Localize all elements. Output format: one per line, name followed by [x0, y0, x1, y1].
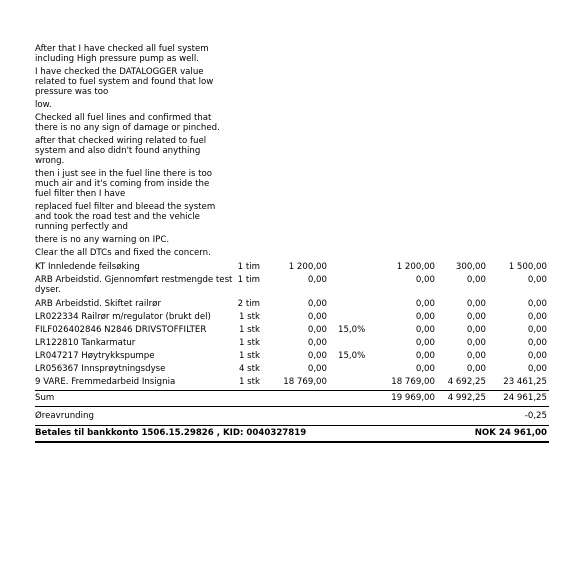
line-vat: 4 692,25 [447, 377, 486, 387]
rounding-label: Øreavrunding [35, 411, 94, 421]
note-line: low. [35, 100, 52, 110]
line-total: 0,00 [527, 364, 547, 374]
table-row [35, 377, 549, 390]
rounding-value: -0,25 [524, 411, 547, 421]
line-quantity: 1 tim [237, 262, 260, 272]
line-quantity: 4 stk [238, 364, 260, 374]
line-total: 0,00 [527, 325, 547, 335]
line-unit-price: 1 200,00 [288, 262, 327, 272]
line-description: LR122810 Tankarmatur [35, 338, 136, 348]
sum-row [35, 390, 549, 407]
line-net: 1 200,00 [396, 262, 435, 272]
amount-due: NOK 24 961,00 [474, 428, 547, 438]
note-line: replaced fuel filter and bleead the system and took the road test and the vehicle running perfectly and [35, 202, 216, 232]
notes-section [35, 44, 225, 261]
note-line: Checked all fuel lines and confirmed that there is no any sign of damage or pinched. [35, 113, 220, 133]
line-net: 18 769,00 [391, 377, 435, 387]
sum-total: 24 961,25 [503, 393, 547, 403]
line-unit-price: 0,00 [307, 299, 327, 309]
line-total: 0,00 [527, 299, 547, 309]
table-row [35, 364, 549, 377]
line-total: 23 461,25 [503, 377, 547, 387]
line-net: 0,00 [415, 325, 435, 335]
line-unit-price: 0,00 [307, 364, 327, 374]
line-discount: 15,0% [338, 325, 366, 335]
table-row [35, 275, 549, 299]
line-quantity: 1 stk [238, 351, 260, 361]
line-vat: 0,00 [466, 275, 486, 285]
line-vat: 300,00 [455, 262, 486, 272]
line-discount: 15,0% [338, 351, 366, 361]
payment-instructions: Betales til bankkonto 1506.15.29826 , KID: 0040327819 [35, 428, 307, 438]
note-line: then i just see in the fuel line there is too much air and it's coming from inside the fuel filter then I have [35, 169, 213, 199]
line-unit-price: 0,00 [307, 275, 327, 285]
line-description: ARB Arbeidstid. Skiftet railrør [35, 299, 161, 309]
table-row [35, 338, 549, 351]
line-description: 9 VARE. Fremmedarbeid Insignia [35, 377, 176, 387]
line-quantity: 1 tim [237, 275, 260, 285]
note-line: After that I have checked all fuel system including High pressure pump as well. [35, 44, 209, 64]
table-row [35, 312, 549, 325]
line-vat: 0,00 [466, 325, 486, 335]
line-net: 0,00 [415, 351, 435, 361]
note-line: I have checked the DATALOGGER value related to fuel system and found that low pressure was too [35, 67, 214, 97]
line-net: 0,00 [415, 338, 435, 348]
line-description: LR022334 Railrør m/regulator (brukt del) [35, 312, 211, 322]
table-row [35, 262, 549, 275]
line-unit-price: 0,00 [307, 312, 327, 322]
line-quantity: 1 stk [238, 377, 260, 387]
table-row [35, 299, 549, 312]
line-description: KT Innledende feilsøking [35, 262, 140, 272]
line-unit-price: 0,00 [307, 338, 327, 348]
line-total: 0,00 [527, 275, 547, 285]
line-vat: 0,00 [466, 299, 486, 309]
rounding-row [35, 411, 549, 425]
line-quantity: 2 tim [237, 299, 260, 309]
line-net: 0,00 [415, 312, 435, 322]
payment-row [35, 425, 549, 443]
line-description: ARB Arbeidstid. Gjennomført restmengde test dyser. [35, 275, 233, 295]
line-unit-price: 18 769,00 [283, 377, 327, 387]
note-line: there is no any warning on IPC. [35, 235, 170, 245]
table-row [35, 351, 549, 364]
line-quantity: 1 stk [238, 325, 260, 335]
note-line: after that checked wiring related to fuel system and also didn't found anything wrong. [35, 136, 207, 166]
line-quantity: 1 stk [238, 338, 260, 348]
line-total: 0,00 [527, 351, 547, 361]
line-net: 0,00 [415, 299, 435, 309]
line-total: 0,00 [527, 338, 547, 348]
sum-label: Sum [35, 393, 55, 403]
line-description: FILF026402846 N2846 DRIVSTOFFILTER [35, 325, 207, 335]
line-vat: 0,00 [466, 312, 486, 322]
line-description: LR056367 Innsprøytningsdyse [35, 364, 166, 374]
line-quantity: 1 stk [238, 312, 260, 322]
line-vat: 0,00 [466, 338, 486, 348]
line-total: 0,00 [527, 312, 547, 322]
line-vat: 0,00 [466, 364, 486, 374]
table-row [35, 325, 549, 338]
line-net: 0,00 [415, 364, 435, 374]
line-total: 1 500,00 [508, 262, 547, 272]
line-net: 0,00 [415, 275, 435, 285]
note-line: Clear the all DTCs and fixed the concern. [35, 248, 211, 258]
sum-vat: 4 992,25 [447, 393, 486, 403]
line-vat: 0,00 [466, 351, 486, 361]
invoice-lines-table [35, 262, 549, 443]
line-unit-price: 0,00 [307, 325, 327, 335]
line-description: LR047217 Høytrykkspumpe [35, 351, 155, 361]
line-unit-price: 0,00 [307, 351, 327, 361]
sum-net: 19 969,00 [391, 393, 435, 403]
